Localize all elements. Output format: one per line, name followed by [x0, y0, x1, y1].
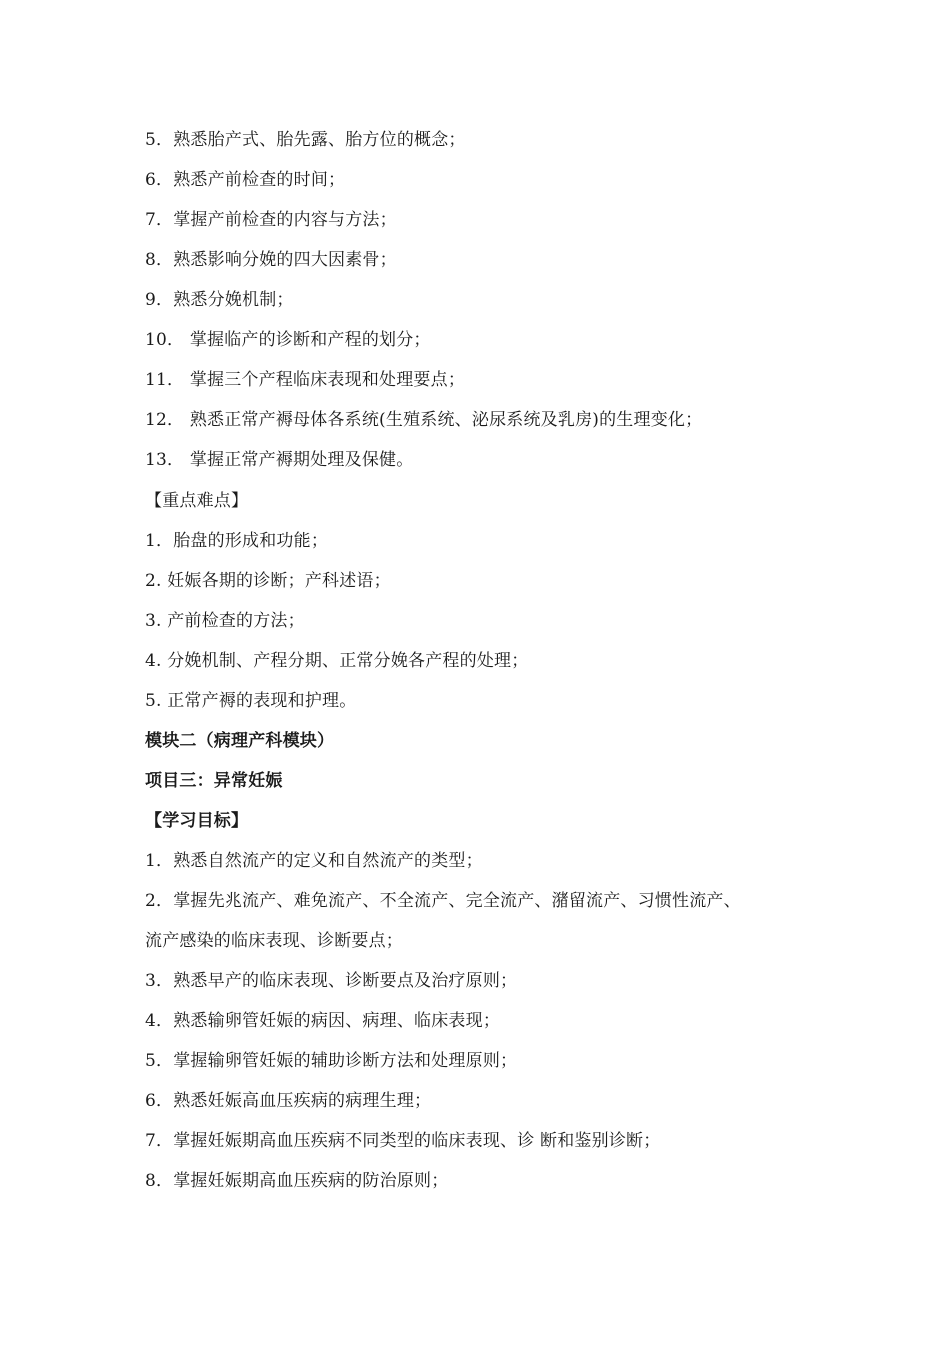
- list-item: 11． 掌握三个产程临床表现和处理要点；: [145, 370, 466, 390]
- list-item: 12． 熟悉正常产褥母体各系统(生殖系统、泌尿系统及乳房)的生理变化；: [145, 410, 703, 430]
- list-item: 9．熟悉分娩机制；: [145, 290, 294, 310]
- key-point-item: 5. 正常产褥的表现和护理。: [145, 691, 357, 711]
- objective-item: 4．熟悉输卵管妊娠的病因、病理、临床表现；: [145, 1011, 501, 1031]
- objective-item: 3．熟悉早产的临床表现、诊断要点及治疗原则；: [145, 971, 518, 991]
- objective-item: 2．掌握先兆流产、难免流产、不全流产、完全流产、潴留流产、习惯性流产、: [145, 891, 741, 911]
- objective-item: 7．掌握妊娠期高血压疾病不同类型的临床表现、诊 断和鉴别诊断；: [145, 1131, 661, 1151]
- list-item: 13． 掌握正常产褥期处理及保健。: [145, 450, 414, 470]
- objectives-heading: 【学习目标】: [145, 811, 249, 831]
- list-item: 10． 掌握临产的诊断和产程的划分；: [145, 330, 431, 350]
- key-points-heading: 【重点难点】: [145, 491, 249, 511]
- key-point-item: 4. 分娩机制、产程分期、正常分娩各产程的处理；: [145, 651, 529, 671]
- objective-item: 8．掌握妊娠期高血压疾病的防治原则；: [145, 1171, 449, 1191]
- key-point-item: 3. 产前检查的方法；: [145, 611, 305, 631]
- list-item: 8．熟悉影响分娩的四大因素骨；: [145, 250, 397, 270]
- list-item: 5．熟悉胎产式、胎先露、胎方位的概念；: [145, 130, 466, 150]
- module-heading: 模块二（病理产科模块）: [145, 731, 335, 751]
- project-heading: 项目三：异常妊娠: [145, 771, 283, 791]
- list-item: 6．熟悉产前检查的时间；: [145, 170, 346, 190]
- objective-item: 1．熟悉自然流产的定义和自然流产的类型；: [145, 851, 483, 871]
- list-item: 7．掌握产前检查的内容与方法；: [145, 210, 397, 230]
- objective-item: 6．熟悉妊娠高血压疾病的病理生理；: [145, 1091, 432, 1111]
- objective-item: 流产感染的临床表现、诊断要点；: [145, 931, 403, 951]
- key-point-item: 2. 妊娠各期的诊断；产科述语；: [145, 571, 391, 591]
- key-point-item: 1．胎盘的形成和功能；: [145, 531, 329, 551]
- objective-item: 5．掌握输卵管妊娠的辅助诊断方法和处理原则；: [145, 1051, 518, 1071]
